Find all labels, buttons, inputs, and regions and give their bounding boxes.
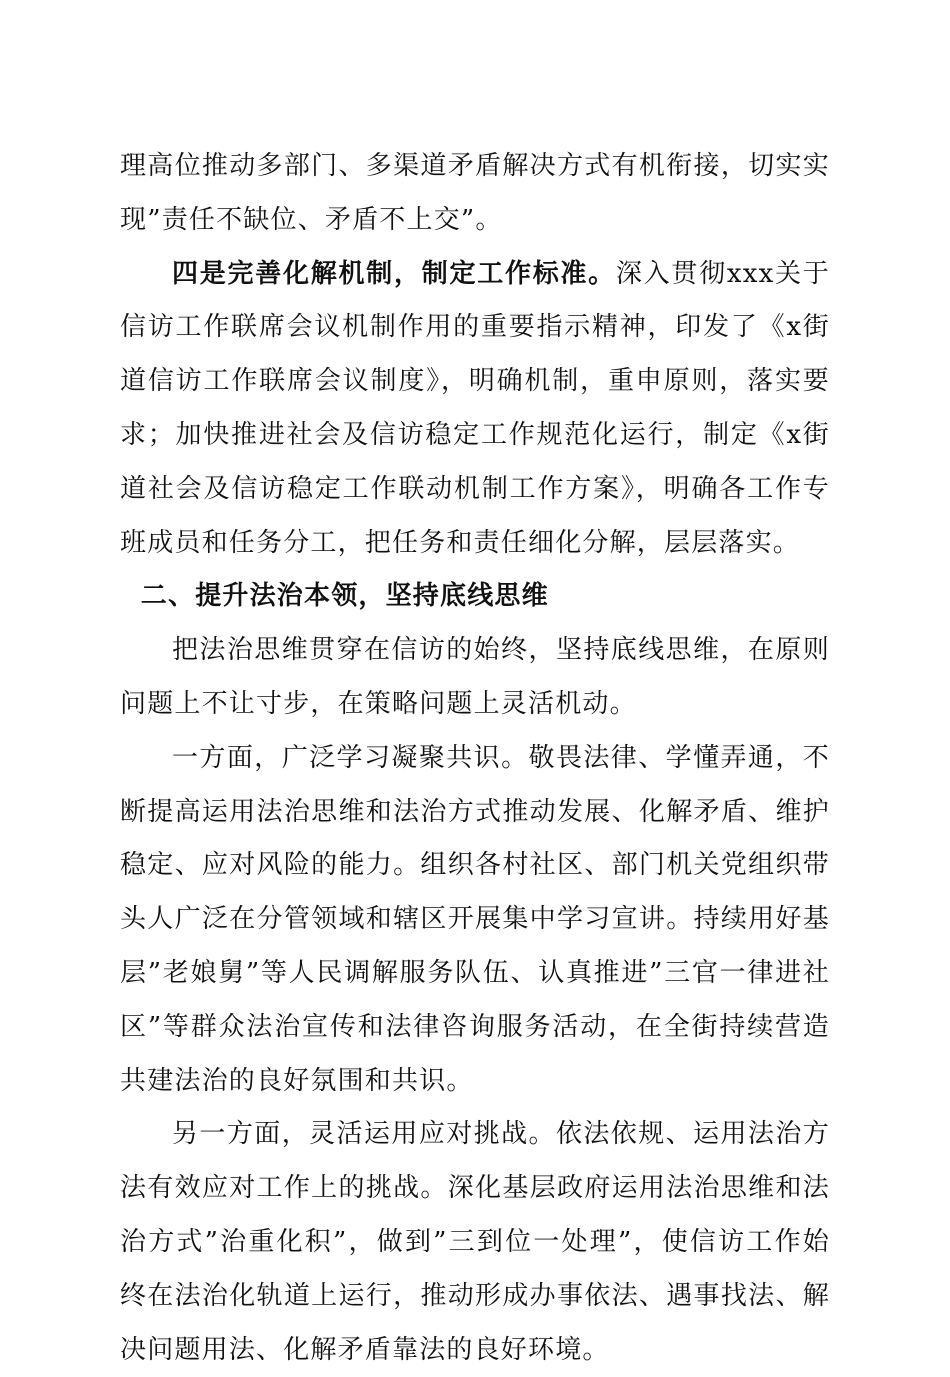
paragraph-four-mechanism (120, 248, 830, 571)
paragraph-body: 深入贯彻xxx关于信访工作联席会议机制作用的重要指示精神，印发了《x街道信访工作联席会议制度》，明确机制，重申原则，落实要求；加快推进社会及信访稳定工作规范化运行，制定《x街道社会及信访稳定工作联动机制工作方案》，明确各工作专班成员和任务分工，把任务和责任细化分解，层层落实。 (120, 258, 830, 558)
paragraph-other-aspect: 另一方面，灵活运用应对挑战。依法依规、运用法治方法有效应对工作上的挑战。深化基层政府运用法治思维和法治方式”治重化积”，做到”三到位一处理”，使信访工作始终在法治化轨道上运行，推动形成办事依法、遇事找法、解决问题用法、化解矛盾靠法的良好环境。 (120, 1119, 830, 1365)
paragraph-lead-bold: 四是完善化解机制，制定工作标准。 (172, 258, 616, 289)
document-page (120, 140, 830, 1377)
section-heading-2: 二、提升法治本领，坚持底线思维 (140, 581, 549, 612)
paragraph-continuation: 理高位推动多部门、多渠道矛盾解决方式有机衔接，切实实现”责任不缺位、矛盾不上交”。 (120, 151, 830, 235)
paragraph-one-aspect: 一方面，广泛学习凝聚共识。敬畏法律、学懂弄通，不断提高运用法治思维和法治方式推动发展、化解矛盾、维护稳定、应对风险的能力。组织各村社区、部门机关党组织带头人广泛在分管领域和辖区开展集中学习宣讲。持续用好基层”老娘舅”等人民调解服务队伍、认真推进”三官一律进社区”等群众法治宣传和法律咨询服务活动，在全街持续营造共建法治的良好氛围和共识。 (120, 742, 830, 1096)
paragraph-intro: 把法治思维贯穿在信访的始终，坚持底线思维，在原则问题上不让寸步，在策略问题上灵活机动。 (120, 635, 830, 719)
